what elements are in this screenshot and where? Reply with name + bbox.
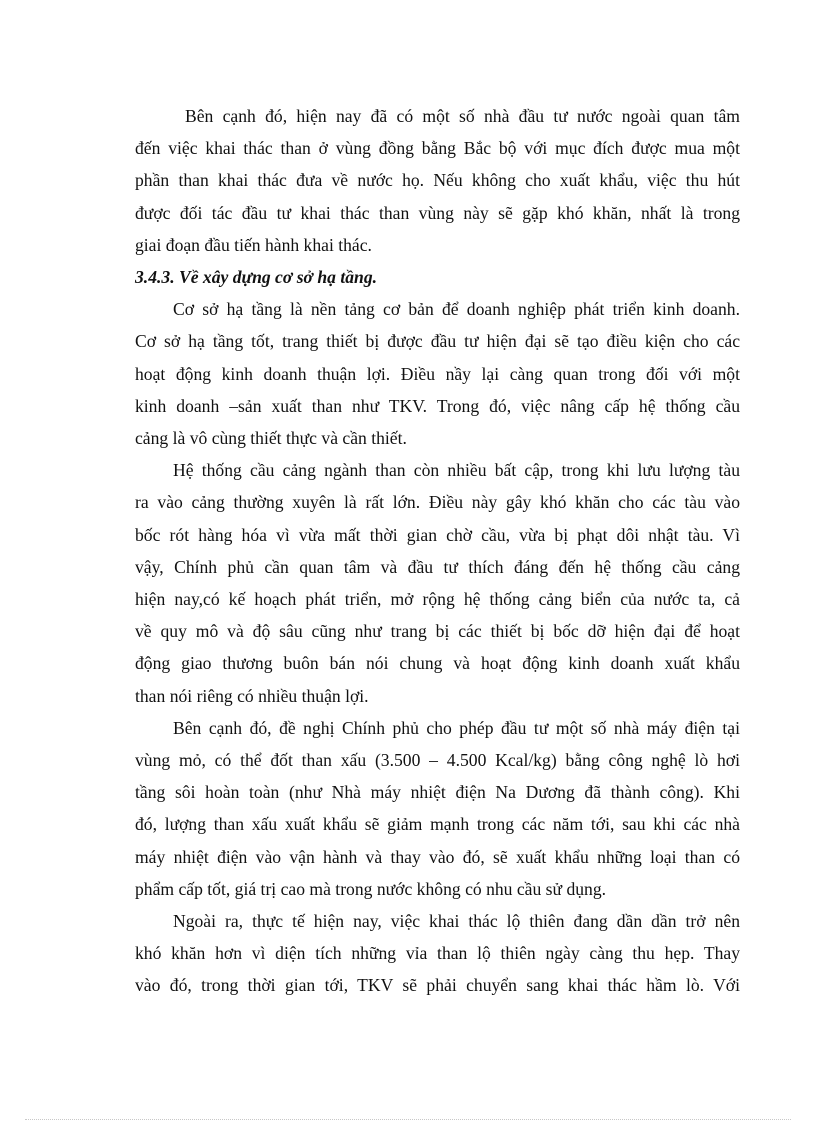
text-line: động giao thương buôn bán nói chung và hoạt động kinh doanh xuất khẩu [135,653,740,674]
text-line: phẩm cấp tốt, giá trị cao mà trong nước không có nhu cầu sử dụng. [135,878,607,899]
text-line: kinh doanh –sản xuất than như TKV. Trong đó, việc nâng cấp hệ thống cầu [135,395,740,416]
text-line: cảng là vô cùng thiết thực và cần thiết. [135,428,407,449]
text-line: vào đó, trong thời gian tới, TKV sẽ phải chuyển sang khai thác hầm lò. Với [135,975,740,996]
paragraph-foreign-investors [135,100,740,261]
text-line: Cơ sở hạ tầng là nền tảng cơ bản để doanh nghiệp phát triển kinh doanh. [173,299,740,320]
paragraph-power-plants [135,712,740,905]
paragraph-port-system [135,454,740,712]
document-body [135,100,740,1002]
text-line: bốc rót hàng hóa vì vừa mất thời gian chờ cầu, vừa bị phạt dôi nhật tàu. Vì [135,524,740,545]
text-line: hiện nay,có kế hoạch phát triển, mở rộng hệ thống cảng biển của nước ta, cả [135,589,740,610]
text-line: máy nhiệt điện vào vận hành và thay vào đó, sẽ xuất khẩu những loại than có [135,846,740,867]
text-line: Ngoài ra, thực tế hiện nay, việc khai thác lộ thiên đang dần dần trở nên [173,911,740,932]
text-line: được đối tác đầu tư khai thác than vùng này sẽ gặp khó khăn, nhất là trong [135,202,740,223]
text-line: vùng mỏ, có thể đốt than xấu (3.500 – 4.500 Kcal/kg) bằng công nghệ lò hơi [135,750,740,771]
text-line: vậy, Chính phủ cần quan tâm và đầu tư thích đáng đến hệ thống cầu cảng [135,556,740,577]
text-line: phần than khai thác đưa về nước họ. Nếu không cho xuất khẩu, việc thu hút [135,170,740,191]
paragraph-infrastructure [135,293,740,454]
text-line: đến việc khai thác than ở vùng đồng bằng Bắc bộ với mục đích được mua một [135,138,740,159]
page-bottom-rule [25,1119,791,1120]
section-heading: 3.4.3. Về xây dựng cơ sở hạ tầng. [135,267,378,288]
text-line: khó khăn hơn vì diện tích những vỉa than lộ thiên ngày càng thu hẹp. Thay [135,943,740,964]
text-line: than nói riêng có nhiều thuận lợi. [135,685,369,706]
text-line: Hệ thống cầu cảng ngành than còn nhiều bất cập, trong khi lưu lượng tàu [173,460,740,481]
paragraph-open-pit-mining [135,905,740,1002]
text-line: Bên cạnh đó, hiện nay đã có một số nhà đầu tư nước ngoài quan tâm [185,106,740,126]
text-line: Cơ sở hạ tầng tốt, trang thiết bị được đầu tư hiện đại sẽ tạo điều kiện cho các [135,331,740,352]
text-line: hoạt động kinh doanh thuận lợi. Điều nầy lại càng quan trong đối với một [135,363,740,384]
text-line: giai đoạn đầu tiến hành khai thác. [135,234,372,255]
text-line: tầng sôi hoàn toàn (như Nhà máy nhiệt điện Na Dương đã thành công). Khi [135,782,740,803]
text-line: ra vào cảng thường xuyên là rất lớn. Điều này gây khó khăn cho các tàu vào [135,492,740,513]
text-line: Bên cạnh đó, đề nghị Chính phủ cho phép đầu tư một số nhà máy điện tại [173,717,740,738]
text-line: về quy mô và độ sâu cũng như trang bị các thiết bị bốc dỡ hiện đại để hoạt [135,621,740,642]
text-line: đó, lượng than xấu xuất khẩu sẽ giảm mạnh trong các năm tới, sau khi các nhà [135,814,740,835]
